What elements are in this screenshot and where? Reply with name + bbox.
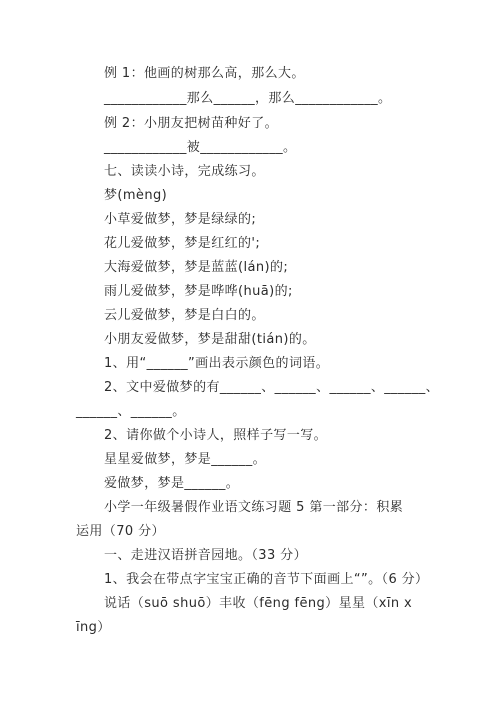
- poem-line-1: 小草爱做梦，梦是绿绿的;: [104, 212, 257, 227]
- question-2: 2、文中爱做梦的有______、______、______、______、: [104, 380, 440, 395]
- poem-line-2: 花儿爱做梦，梦是红红的';: [104, 236, 261, 251]
- question-2-continued: ______、______。: [76, 404, 186, 419]
- poem-title: 梦(mèng): [104, 188, 168, 203]
- practice-line-1: 星星爱做梦，梦是______。: [104, 452, 267, 467]
- exercise-5-title: 小学一年级暑假作业语文练习题 5 第一部分：积累: [104, 500, 404, 515]
- section-1-heading: 一、走进汉语拼音园地。（33 分）: [104, 548, 307, 563]
- example-2-blank-line: ____________被____________。: [104, 140, 297, 155]
- poem-line-3: 大海爱做梦，梦是蓝蓝(lán)的;: [104, 260, 289, 275]
- poem-line-6: 小朋友爱做梦，梦是甜甜(tián)的。: [104, 332, 316, 347]
- practice-line-2: 爱做梦，梦是______。: [104, 476, 240, 491]
- question-1: 1、用“______”画出表示颜色的词语。: [104, 356, 330, 371]
- section-7-heading: 七、读读小诗，完成练习。: [104, 164, 265, 179]
- pinyin-options-continued: īng）: [76, 620, 111, 635]
- pinyin-options: 说话（suō shuō）丰收（fēng fēng）星星（xīn x: [104, 596, 413, 611]
- question-3: 2、请你做个小诗人，照样子写一写。: [104, 428, 328, 443]
- pinyin-question: 1、我会在带点字宝宝正确的音节下面画上“”。（6 分）: [104, 572, 429, 587]
- poem-line-4: 雨儿爱做梦，梦是哗哗(huā)的;: [104, 284, 293, 299]
- exercise-5-title-continued: 运用（70 分）: [76, 524, 165, 539]
- poem-line-5: 云儿爱做梦，梦是白白的。: [104, 308, 265, 323]
- example-1-sentence: 例 1：他画的树那么高，那么大。: [104, 66, 305, 81]
- example-1-blank-line: ____________那么______，那么____________。: [104, 91, 392, 106]
- example-2-sentence: 例 2：小朋友把树苗种好了。: [104, 116, 279, 131]
